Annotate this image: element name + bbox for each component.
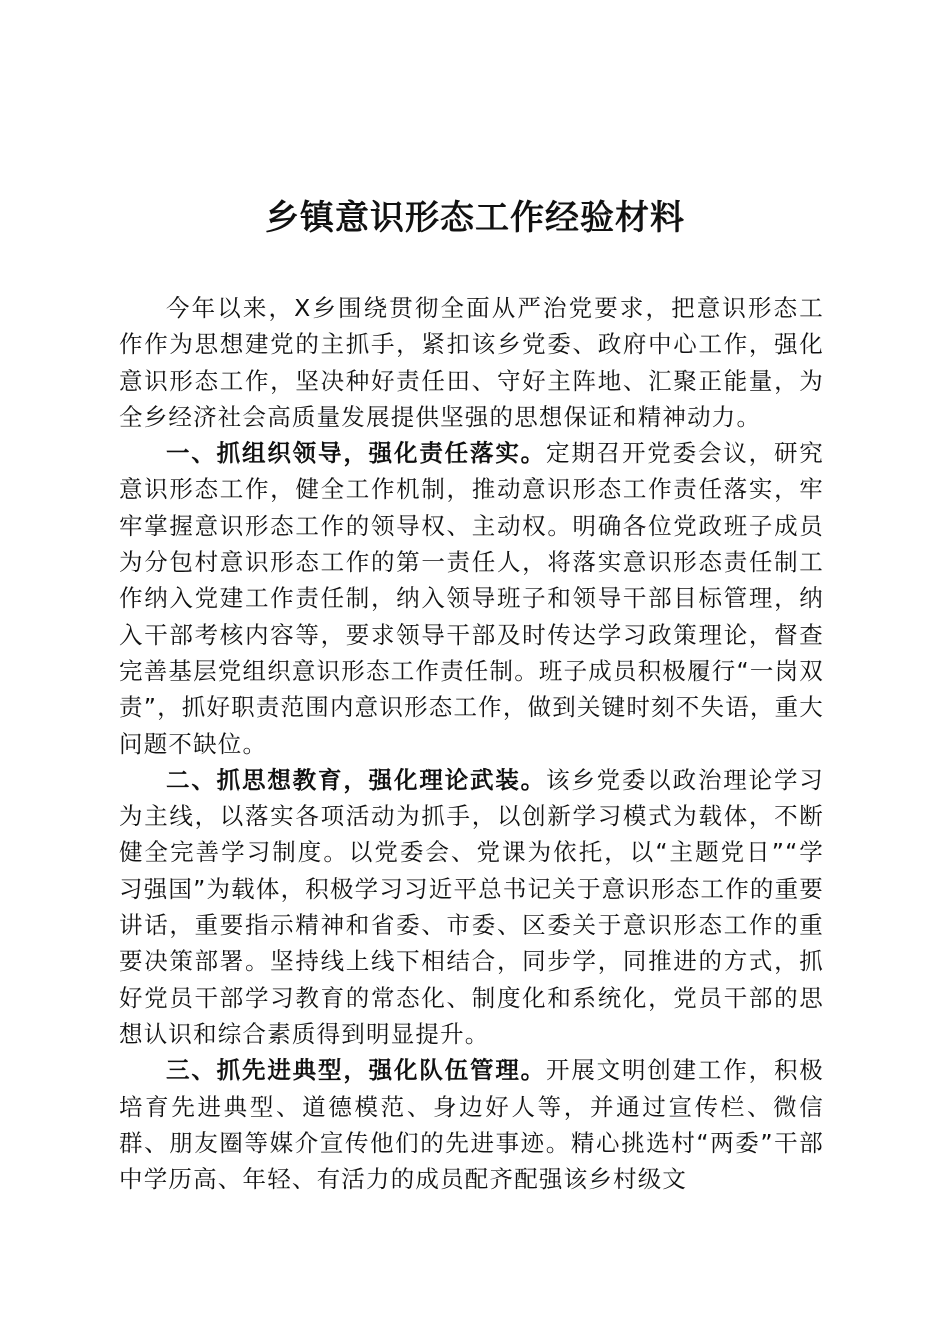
- section-heading-3: 三、抓先进典型，强化队伍管理。: [166, 1056, 546, 1085]
- section-paragraph-1: [119, 435, 824, 762]
- intro-paragraph: 今年以来，X乡围绕贯彻全面从严治党要求，把意识形态工作作为思想建党的主抓手，紧扣该乡党委、政府中心工作，强化意识形态工作，坚决种好责任田、守好主阵地、汇聚正能量，为全乡经济社会高质量发展提供坚强的思想保证和精神动力。: [119, 294, 824, 431]
- section-heading-1: 一、抓组织领导，强化责任落实。: [166, 439, 546, 468]
- section-heading-2: 二、抓思想教育，强化理论武装。: [166, 765, 546, 794]
- document-title: 乡镇意识形态工作经验材料: [265, 198, 685, 238]
- section-paragraph-2: [119, 762, 824, 1052]
- section-body-2: 该乡党委以政治理论学习为主线，以落实各项活动为抓手，以创新学习模式为载体，不断健全完善学习制度。以党委会、党课为依托，以“主题党日”“学习强国”为载体，积极学习习近平总书记关于意识形态工作的重要讲话，重要指示精神和省委、市委、区委关于意识形态工作的重要决策部署。坚持线上线下相结合，同步学，同推进的方式，抓好党员干部学习教育的常态化、制度化和系统化，党员干部的思想认识和综合素质得到明显提升。: [119, 765, 825, 1048]
- document-body: [119, 290, 824, 1197]
- section-body-3: 开展文明创建工作，积极培育先进典型、道德模范、身边好人等，并通过宣传栏、微信群、朋友圈等媒介宣传他们的先进事迹。精心挑选村“两委”干部中学历高、年轻、有活力的成员配齐配强该乡村级文: [119, 1056, 825, 1194]
- section-paragraph-3: [119, 1052, 824, 1197]
- section-body-1: 定期召开党委会议，研究意识形态工作，健全工作机制，推动意识形态工作责任落实，牢牢掌握意识形态工作的领导权、主动权。明确各位党政班子成员为分包村意识形态工作的第一责任人，将落实意识形态责任制工作纳入党建工作责任制，纳入领导班子和领导干部目标管理，纳入干部考核内容等，要求领导干部及时传达学习政策理论，督查完善基层党组织意识形态工作责任制。班子成员积极履行“一岗双责”，抓好职责范围内意识形态工作，做到关键时刻不失语，重大问题不缺位。: [119, 439, 825, 758]
